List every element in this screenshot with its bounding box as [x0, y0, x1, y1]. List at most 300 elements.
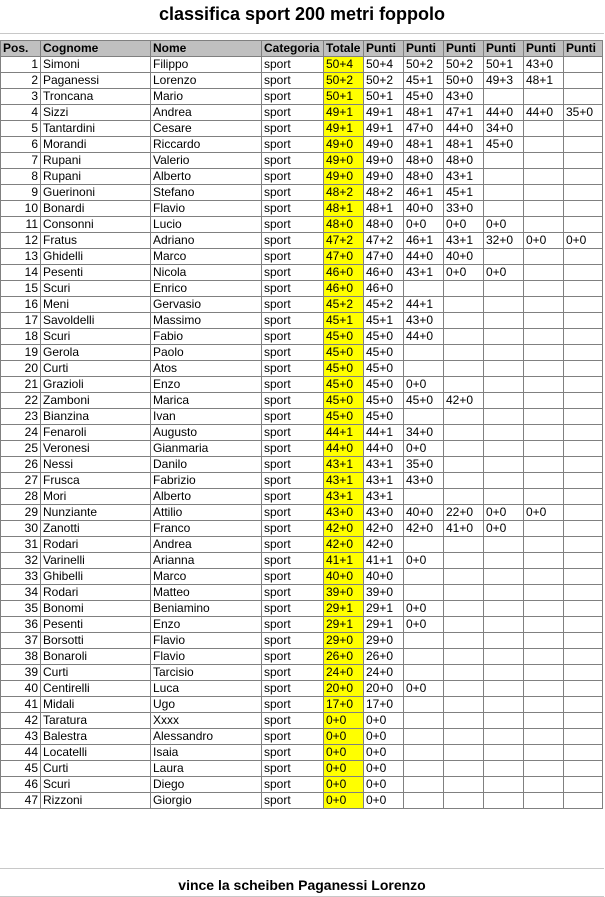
- cell-categoria[interactable]: sport: [262, 169, 324, 185]
- cell-nome[interactable]: Gianmaria: [151, 441, 262, 457]
- cell-categoria[interactable]: sport: [262, 281, 324, 297]
- cell-nome[interactable]: Enzo: [151, 377, 262, 393]
- cell-punti-1[interactable]: 20+0: [364, 681, 404, 697]
- cell-punti-1[interactable]: 40+0: [364, 569, 404, 585]
- cell-punti-5[interactable]: [524, 761, 564, 777]
- cell-punti-3[interactable]: [444, 329, 484, 345]
- cell-pos[interactable]: 46: [1, 777, 41, 793]
- cell-punti-5[interactable]: [524, 313, 564, 329]
- cell-totale[interactable]: 41+1: [324, 553, 364, 569]
- cell-totale[interactable]: 43+0: [324, 505, 364, 521]
- cell-punti-1[interactable]: 46+0: [364, 265, 404, 281]
- cell-punti-3[interactable]: 50+0: [444, 73, 484, 89]
- cell-punti-1[interactable]: 29+1: [364, 601, 404, 617]
- cell-punti-4[interactable]: [484, 441, 524, 457]
- cell-categoria[interactable]: sport: [262, 153, 324, 169]
- cell-cognome[interactable]: Scuri: [41, 777, 151, 793]
- cell-totale[interactable]: 43+1: [324, 457, 364, 473]
- cell-totale[interactable]: 49+1: [324, 105, 364, 121]
- cell-punti-3[interactable]: [444, 441, 484, 457]
- cell-cognome[interactable]: Mori: [41, 489, 151, 505]
- cell-pos[interactable]: 18: [1, 329, 41, 345]
- cell-pos[interactable]: 43: [1, 729, 41, 745]
- cell-punti-3[interactable]: 0+0: [444, 265, 484, 281]
- cell-punti-1[interactable]: 29+1: [364, 617, 404, 633]
- cell-categoria[interactable]: sport: [262, 761, 324, 777]
- cell-cognome[interactable]: Rizzoni: [41, 793, 151, 809]
- cell-pos[interactable]: 10: [1, 201, 41, 217]
- cell-punti-5[interactable]: [524, 601, 564, 617]
- cell-punti-3[interactable]: 0+0: [444, 217, 484, 233]
- cell-nome[interactable]: Valerio: [151, 153, 262, 169]
- cell-nome[interactable]: Filippo: [151, 57, 262, 73]
- cell-punti-5[interactable]: [524, 729, 564, 745]
- cell-punti-1[interactable]: 45+0: [364, 329, 404, 345]
- cell-punti-2[interactable]: 42+0: [404, 521, 444, 537]
- cell-punti-5[interactable]: [524, 297, 564, 313]
- cell-nome[interactable]: Adriano: [151, 233, 262, 249]
- cell-totale[interactable]: 47+2: [324, 233, 364, 249]
- cell-punti-4[interactable]: [484, 185, 524, 201]
- cell-punti-2[interactable]: [404, 633, 444, 649]
- cell-cognome[interactable]: Rupani: [41, 169, 151, 185]
- cell-totale[interactable]: 42+0: [324, 537, 364, 553]
- cell-punti-2[interactable]: 46+1: [404, 185, 444, 201]
- cell-punti-5[interactable]: [524, 393, 564, 409]
- cell-punti-2[interactable]: [404, 489, 444, 505]
- cell-totale[interactable]: 48+2: [324, 185, 364, 201]
- cell-punti-6[interactable]: [564, 585, 603, 601]
- cell-punti-2[interactable]: [404, 537, 444, 553]
- cell-punti-2[interactable]: 46+1: [404, 233, 444, 249]
- cell-cognome[interactable]: Paganessi: [41, 73, 151, 89]
- cell-punti-5[interactable]: [524, 537, 564, 553]
- cell-punti-2[interactable]: 40+0: [404, 505, 444, 521]
- cell-punti-2[interactable]: 44+0: [404, 329, 444, 345]
- cell-punti-5[interactable]: [524, 185, 564, 201]
- cell-totale[interactable]: 48+0: [324, 217, 364, 233]
- cell-totale[interactable]: 50+1: [324, 89, 364, 105]
- cell-punti-5[interactable]: [524, 329, 564, 345]
- cell-punti-4[interactable]: [484, 633, 524, 649]
- cell-cognome[interactable]: Zamboni: [41, 393, 151, 409]
- cell-punti-6[interactable]: [564, 377, 603, 393]
- cell-categoria[interactable]: sport: [262, 697, 324, 713]
- cell-punti-2[interactable]: [404, 697, 444, 713]
- cell-punti-3[interactable]: 45+1: [444, 185, 484, 201]
- cell-nome[interactable]: Beniamino: [151, 601, 262, 617]
- cell-punti-3[interactable]: [444, 457, 484, 473]
- cell-punti-1[interactable]: 0+0: [364, 745, 404, 761]
- cell-pos[interactable]: 20: [1, 361, 41, 377]
- cell-punti-6[interactable]: [564, 601, 603, 617]
- cell-punti-4[interactable]: [484, 345, 524, 361]
- cell-punti-1[interactable]: 46+0: [364, 281, 404, 297]
- cell-categoria[interactable]: sport: [262, 457, 324, 473]
- cell-nome[interactable]: Mario: [151, 89, 262, 105]
- cell-pos[interactable]: 12: [1, 233, 41, 249]
- cell-punti-5[interactable]: [524, 489, 564, 505]
- cell-punti-5[interactable]: 43+0: [524, 57, 564, 73]
- cell-cognome[interactable]: Centirelli: [41, 681, 151, 697]
- cell-pos[interactable]: 47: [1, 793, 41, 809]
- cell-cognome[interactable]: Rodari: [41, 585, 151, 601]
- cell-cognome[interactable]: Meni: [41, 297, 151, 313]
- cell-categoria[interactable]: sport: [262, 201, 324, 217]
- cell-categoria[interactable]: sport: [262, 73, 324, 89]
- cell-punti-1[interactable]: 45+0: [364, 377, 404, 393]
- cell-punti-6[interactable]: [564, 521, 603, 537]
- cell-categoria[interactable]: sport: [262, 249, 324, 265]
- cell-nome[interactable]: Andrea: [151, 105, 262, 121]
- cell-punti-4[interactable]: [484, 793, 524, 809]
- cell-cognome[interactable]: Fenaroli: [41, 425, 151, 441]
- cell-punti-1[interactable]: 45+0: [364, 393, 404, 409]
- cell-categoria[interactable]: sport: [262, 393, 324, 409]
- cell-categoria[interactable]: sport: [262, 233, 324, 249]
- cell-totale[interactable]: 46+0: [324, 281, 364, 297]
- cell-nome[interactable]: Ugo: [151, 697, 262, 713]
- cell-pos[interactable]: 42: [1, 713, 41, 729]
- cell-cognome[interactable]: Ghidelli: [41, 249, 151, 265]
- cell-nome[interactable]: Cesare: [151, 121, 262, 137]
- cell-punti-3[interactable]: [444, 489, 484, 505]
- cell-totale[interactable]: 29+0: [324, 633, 364, 649]
- cell-cognome[interactable]: Curti: [41, 665, 151, 681]
- cell-totale[interactable]: 49+0: [324, 169, 364, 185]
- cell-punti-2[interactable]: 0+0: [404, 217, 444, 233]
- cell-totale[interactable]: 0+0: [324, 745, 364, 761]
- cell-punti-6[interactable]: [564, 329, 603, 345]
- cell-punti-3[interactable]: [444, 537, 484, 553]
- cell-categoria[interactable]: sport: [262, 57, 324, 73]
- cell-nome[interactable]: Marica: [151, 393, 262, 409]
- cell-punti-5[interactable]: [524, 569, 564, 585]
- cell-punti-6[interactable]: [564, 489, 603, 505]
- cell-punti-2[interactable]: 43+1: [404, 265, 444, 281]
- cell-categoria[interactable]: sport: [262, 713, 324, 729]
- cell-nome[interactable]: Danilo: [151, 457, 262, 473]
- cell-pos[interactable]: 5: [1, 121, 41, 137]
- cell-totale[interactable]: 39+0: [324, 585, 364, 601]
- cell-punti-2[interactable]: [404, 777, 444, 793]
- cell-totale[interactable]: 45+0: [324, 393, 364, 409]
- cell-punti-4[interactable]: 50+1: [484, 57, 524, 73]
- cell-nome[interactable]: Marco: [151, 569, 262, 585]
- column-header[interactable]: Punti: [484, 41, 524, 57]
- cell-totale[interactable]: 46+0: [324, 265, 364, 281]
- cell-cognome[interactable]: Rodari: [41, 537, 151, 553]
- cell-totale[interactable]: 45+1: [324, 313, 364, 329]
- cell-pos[interactable]: 23: [1, 409, 41, 425]
- cell-categoria[interactable]: sport: [262, 777, 324, 793]
- cell-punti-4[interactable]: 44+0: [484, 105, 524, 121]
- cell-punti-4[interactable]: 32+0: [484, 233, 524, 249]
- cell-punti-5[interactable]: [524, 217, 564, 233]
- cell-punti-6[interactable]: [564, 425, 603, 441]
- cell-punti-5[interactable]: [524, 281, 564, 297]
- cell-cognome[interactable]: Frusca: [41, 473, 151, 489]
- cell-punti-4[interactable]: 34+0: [484, 121, 524, 137]
- cell-nome[interactable]: Matteo: [151, 585, 262, 601]
- cell-nome[interactable]: Alberto: [151, 169, 262, 185]
- cell-punti-1[interactable]: 44+1: [364, 425, 404, 441]
- cell-nome[interactable]: Flavio: [151, 201, 262, 217]
- cell-nome[interactable]: Atos: [151, 361, 262, 377]
- cell-cognome[interactable]: Zanotti: [41, 521, 151, 537]
- cell-punti-3[interactable]: 42+0: [444, 393, 484, 409]
- cell-nome[interactable]: Xxxx: [151, 713, 262, 729]
- cell-punti-2[interactable]: [404, 585, 444, 601]
- cell-punti-1[interactable]: 45+0: [364, 345, 404, 361]
- cell-punti-6[interactable]: [564, 265, 603, 281]
- cell-pos[interactable]: 37: [1, 633, 41, 649]
- cell-punti-1[interactable]: 50+1: [364, 89, 404, 105]
- cell-categoria[interactable]: sport: [262, 553, 324, 569]
- cell-punti-4[interactable]: [484, 553, 524, 569]
- cell-punti-5[interactable]: [524, 649, 564, 665]
- cell-cognome[interactable]: Bonardi: [41, 201, 151, 217]
- cell-punti-1[interactable]: 45+0: [364, 361, 404, 377]
- cell-punti-6[interactable]: [564, 361, 603, 377]
- cell-punti-2[interactable]: 48+1: [404, 105, 444, 121]
- cell-punti-2[interactable]: [404, 793, 444, 809]
- cell-punti-4[interactable]: [484, 425, 524, 441]
- cell-totale[interactable]: 43+1: [324, 473, 364, 489]
- cell-totale[interactable]: 44+0: [324, 441, 364, 457]
- column-header[interactable]: Punti: [404, 41, 444, 57]
- cell-punti-1[interactable]: 42+0: [364, 537, 404, 553]
- cell-totale[interactable]: 47+0: [324, 249, 364, 265]
- cell-nome[interactable]: Riccardo: [151, 137, 262, 153]
- cell-punti-5[interactable]: [524, 249, 564, 265]
- cell-punti-1[interactable]: 49+0: [364, 137, 404, 153]
- cell-punti-5[interactable]: [524, 793, 564, 809]
- cell-cognome[interactable]: Veronesi: [41, 441, 151, 457]
- cell-nome[interactable]: Flavio: [151, 649, 262, 665]
- cell-punti-2[interactable]: 0+0: [404, 601, 444, 617]
- cell-punti-6[interactable]: [564, 729, 603, 745]
- cell-punti-6[interactable]: [564, 745, 603, 761]
- cell-pos[interactable]: 7: [1, 153, 41, 169]
- cell-cognome[interactable]: Nessi: [41, 457, 151, 473]
- cell-punti-5[interactable]: [524, 681, 564, 697]
- cell-nome[interactable]: Flavio: [151, 633, 262, 649]
- cell-punti-5[interactable]: [524, 665, 564, 681]
- cell-punti-3[interactable]: 50+2: [444, 57, 484, 73]
- cell-categoria[interactable]: sport: [262, 121, 324, 137]
- cell-punti-2[interactable]: [404, 569, 444, 585]
- cell-punti-4[interactable]: [484, 153, 524, 169]
- cell-punti-6[interactable]: [564, 537, 603, 553]
- cell-punti-3[interactable]: [444, 617, 484, 633]
- cell-pos[interactable]: 45: [1, 761, 41, 777]
- cell-punti-3[interactable]: 48+0: [444, 153, 484, 169]
- cell-punti-5[interactable]: [524, 697, 564, 713]
- cell-punti-5[interactable]: [524, 121, 564, 137]
- cell-punti-5[interactable]: [524, 457, 564, 473]
- cell-punti-5[interactable]: [524, 345, 564, 361]
- cell-categoria[interactable]: sport: [262, 537, 324, 553]
- cell-punti-3[interactable]: 40+0: [444, 249, 484, 265]
- cell-punti-1[interactable]: 26+0: [364, 649, 404, 665]
- cell-punti-4[interactable]: [484, 681, 524, 697]
- cell-punti-6[interactable]: [564, 249, 603, 265]
- cell-punti-6[interactable]: [564, 345, 603, 361]
- cell-pos[interactable]: 31: [1, 537, 41, 553]
- cell-punti-3[interactable]: [444, 697, 484, 713]
- cell-punti-5[interactable]: [524, 633, 564, 649]
- cell-punti-3[interactable]: [444, 313, 484, 329]
- cell-punti-1[interactable]: 48+2: [364, 185, 404, 201]
- cell-punti-4[interactable]: [484, 585, 524, 601]
- cell-punti-6[interactable]: [564, 297, 603, 313]
- cell-punti-6[interactable]: [564, 649, 603, 665]
- cell-pos[interactable]: 41: [1, 697, 41, 713]
- cell-punti-6[interactable]: [564, 665, 603, 681]
- cell-punti-5[interactable]: [524, 137, 564, 153]
- cell-categoria[interactable]: sport: [262, 89, 324, 105]
- cell-categoria[interactable]: sport: [262, 729, 324, 745]
- cell-cognome[interactable]: Scuri: [41, 329, 151, 345]
- cell-punti-1[interactable]: 43+1: [364, 489, 404, 505]
- cell-pos[interactable]: 36: [1, 617, 41, 633]
- cell-pos[interactable]: 3: [1, 89, 41, 105]
- cell-punti-4[interactable]: 49+3: [484, 73, 524, 89]
- cell-punti-3[interactable]: 43+1: [444, 233, 484, 249]
- cell-punti-4[interactable]: [484, 713, 524, 729]
- cell-totale[interactable]: 42+0: [324, 521, 364, 537]
- cell-punti-6[interactable]: [564, 697, 603, 713]
- cell-cognome[interactable]: Simoni: [41, 57, 151, 73]
- cell-punti-1[interactable]: 0+0: [364, 713, 404, 729]
- cell-nome[interactable]: Isaia: [151, 745, 262, 761]
- cell-punti-1[interactable]: 49+1: [364, 105, 404, 121]
- cell-punti-3[interactable]: [444, 777, 484, 793]
- cell-cognome[interactable]: Rupani: [41, 153, 151, 169]
- cell-punti-1[interactable]: 0+0: [364, 729, 404, 745]
- cell-punti-1[interactable]: 24+0: [364, 665, 404, 681]
- cell-punti-1[interactable]: 42+0: [364, 521, 404, 537]
- cell-categoria[interactable]: sport: [262, 185, 324, 201]
- cell-pos[interactable]: 4: [1, 105, 41, 121]
- cell-nome[interactable]: Tarcisio: [151, 665, 262, 681]
- cell-nome[interactable]: Alberto: [151, 489, 262, 505]
- cell-categoria[interactable]: sport: [262, 265, 324, 281]
- cell-punti-2[interactable]: [404, 281, 444, 297]
- cell-punti-3[interactable]: [444, 601, 484, 617]
- cell-punti-2[interactable]: 48+0: [404, 169, 444, 185]
- cell-punti-2[interactable]: 44+1: [404, 297, 444, 313]
- cell-totale[interactable]: 45+0: [324, 345, 364, 361]
- cell-punti-2[interactable]: 40+0: [404, 201, 444, 217]
- column-header[interactable]: Categoria: [262, 41, 324, 57]
- cell-cognome[interactable]: Guerinoni: [41, 185, 151, 201]
- cell-pos[interactable]: 17: [1, 313, 41, 329]
- cell-punti-1[interactable]: 45+2: [364, 297, 404, 313]
- cell-pos[interactable]: 22: [1, 393, 41, 409]
- cell-totale[interactable]: 0+0: [324, 729, 364, 745]
- cell-totale[interactable]: 17+0: [324, 697, 364, 713]
- cell-pos[interactable]: 28: [1, 489, 41, 505]
- cell-pos[interactable]: 30: [1, 521, 41, 537]
- cell-punti-6[interactable]: [564, 73, 603, 89]
- cell-cognome[interactable]: Bonaroli: [41, 649, 151, 665]
- cell-punti-4[interactable]: [484, 745, 524, 761]
- cell-categoria[interactable]: sport: [262, 409, 324, 425]
- cell-punti-3[interactable]: [444, 569, 484, 585]
- cell-punti-4[interactable]: [484, 249, 524, 265]
- cell-categoria[interactable]: sport: [262, 217, 324, 233]
- cell-cognome[interactable]: Ghibelli: [41, 569, 151, 585]
- cell-punti-3[interactable]: [444, 345, 484, 361]
- cell-punti-4[interactable]: [484, 649, 524, 665]
- cell-punti-5[interactable]: [524, 169, 564, 185]
- cell-nome[interactable]: Fabio: [151, 329, 262, 345]
- cell-cognome[interactable]: Grazioli: [41, 377, 151, 393]
- cell-punti-2[interactable]: 44+0: [404, 249, 444, 265]
- cell-punti-4[interactable]: 0+0: [484, 217, 524, 233]
- column-header[interactable]: Punti: [524, 41, 564, 57]
- cell-punti-6[interactable]: [564, 409, 603, 425]
- cell-cognome[interactable]: Taratura: [41, 713, 151, 729]
- cell-punti-1[interactable]: 50+4: [364, 57, 404, 73]
- cell-nome[interactable]: Stefano: [151, 185, 262, 201]
- cell-pos[interactable]: 33: [1, 569, 41, 585]
- cell-pos[interactable]: 2: [1, 73, 41, 89]
- cell-punti-1[interactable]: 43+1: [364, 457, 404, 473]
- cell-punti-4[interactable]: 0+0: [484, 521, 524, 537]
- cell-punti-5[interactable]: [524, 153, 564, 169]
- cell-punti-4[interactable]: [484, 761, 524, 777]
- cell-punti-6[interactable]: 0+0: [564, 233, 603, 249]
- cell-pos[interactable]: 27: [1, 473, 41, 489]
- cell-punti-4[interactable]: 0+0: [484, 265, 524, 281]
- cell-punti-6[interactable]: 35+0: [564, 105, 603, 121]
- cell-nome[interactable]: Enrico: [151, 281, 262, 297]
- cell-punti-2[interactable]: 0+0: [404, 377, 444, 393]
- cell-punti-4[interactable]: [484, 537, 524, 553]
- cell-categoria[interactable]: sport: [262, 137, 324, 153]
- cell-totale[interactable]: 45+0: [324, 329, 364, 345]
- cell-punti-2[interactable]: 0+0: [404, 441, 444, 457]
- cell-totale[interactable]: 50+4: [324, 57, 364, 73]
- cell-punti-2[interactable]: [404, 649, 444, 665]
- cell-punti-3[interactable]: [444, 761, 484, 777]
- cell-pos[interactable]: 21: [1, 377, 41, 393]
- cell-pos[interactable]: 38: [1, 649, 41, 665]
- cell-nome[interactable]: Laura: [151, 761, 262, 777]
- cell-punti-2[interactable]: 45+1: [404, 73, 444, 89]
- cell-punti-5[interactable]: [524, 377, 564, 393]
- cell-totale[interactable]: 49+0: [324, 153, 364, 169]
- cell-punti-2[interactable]: 48+1: [404, 137, 444, 153]
- cell-nome[interactable]: Franco: [151, 521, 262, 537]
- cell-pos[interactable]: 32: [1, 553, 41, 569]
- cell-cognome[interactable]: Nunziante: [41, 505, 151, 521]
- cell-punti-6[interactable]: [564, 281, 603, 297]
- cell-punti-5[interactable]: [524, 745, 564, 761]
- cell-punti-3[interactable]: [444, 585, 484, 601]
- cell-punti-4[interactable]: 45+0: [484, 137, 524, 153]
- cell-punti-6[interactable]: [564, 793, 603, 809]
- cell-pos[interactable]: 8: [1, 169, 41, 185]
- cell-punti-4[interactable]: [484, 281, 524, 297]
- column-header[interactable]: Pos.: [1, 41, 41, 57]
- cell-punti-5[interactable]: 0+0: [524, 505, 564, 521]
- cell-totale[interactable]: 45+0: [324, 409, 364, 425]
- cell-cognome[interactable]: Scuri: [41, 281, 151, 297]
